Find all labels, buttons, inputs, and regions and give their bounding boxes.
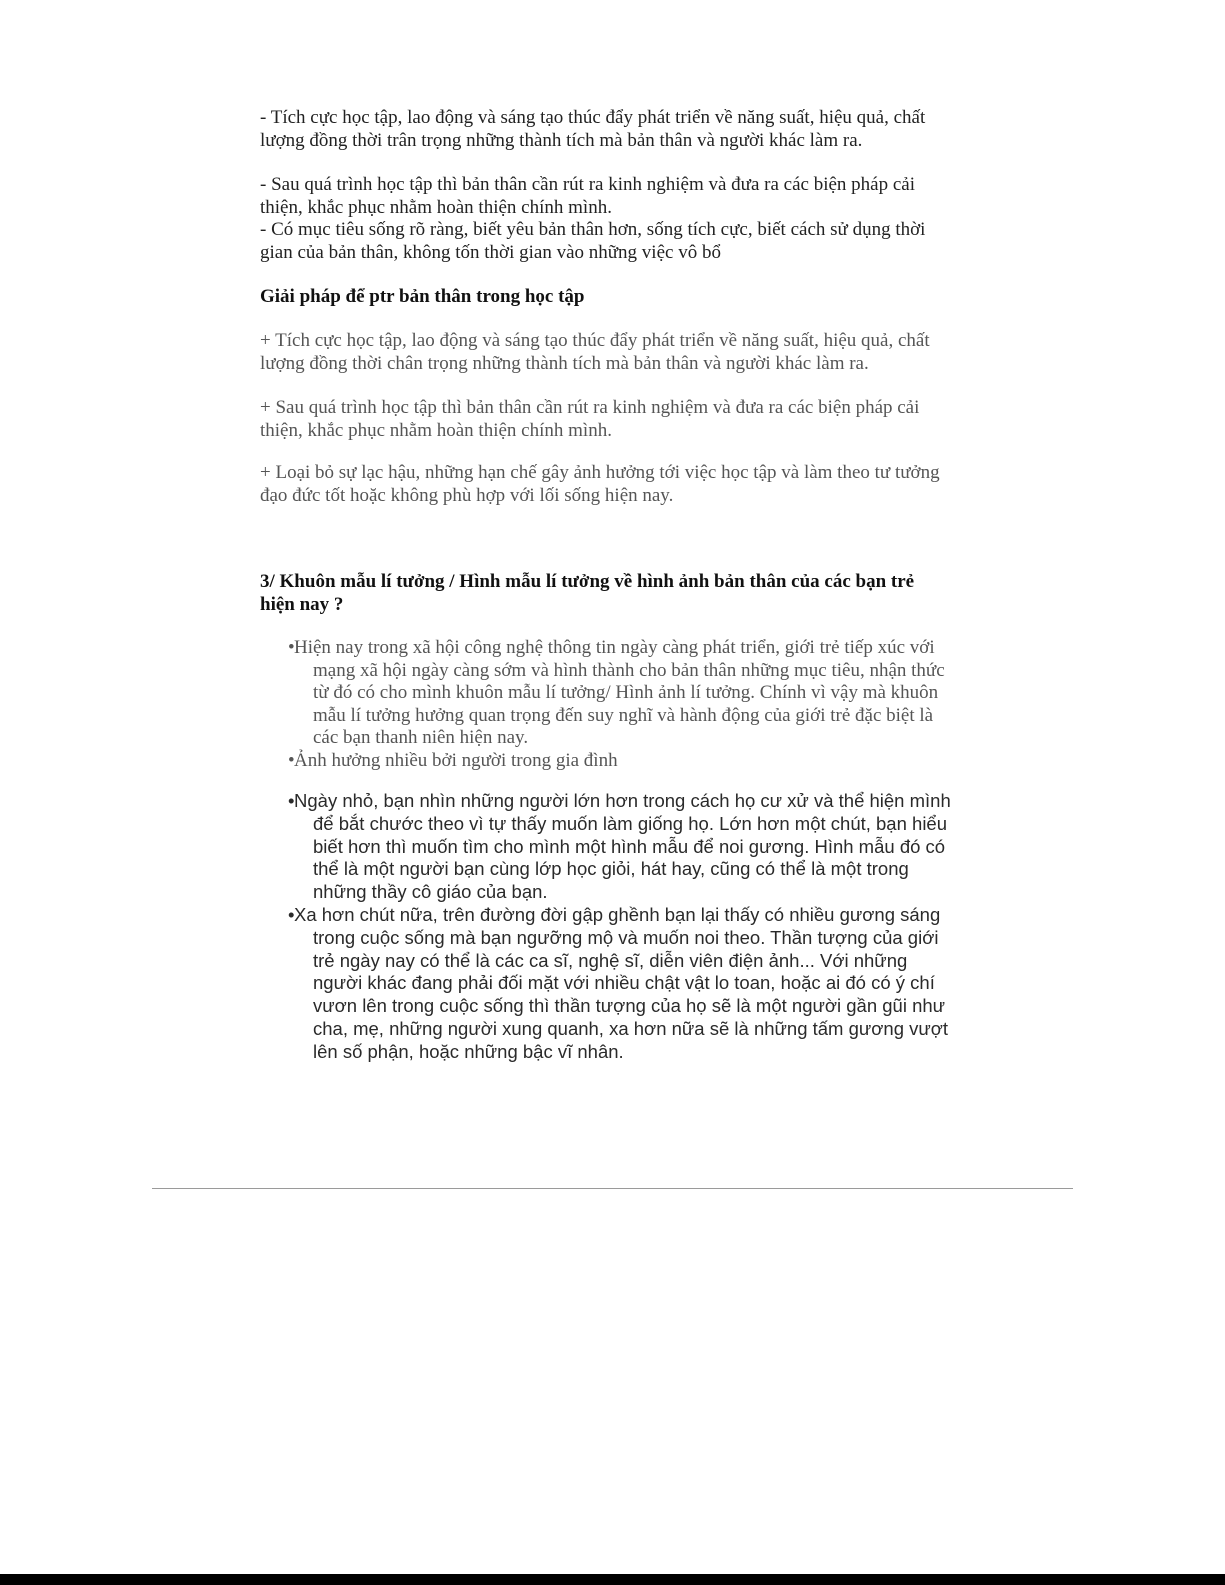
- solution-item: + Loại bỏ sự lạc hậu, những hạn chế gây ảnh hưởng tới việc học tập và làm theo tư tưởng đạo đức tốt hoặc không phù hợp với lối sống hiện nay.: [260, 462, 940, 506]
- list-item: [288, 750, 960, 773]
- bullet-dot: •: [288, 637, 295, 658]
- paragraph-self-reflection: - Sau quá trình học tập thì bản thân cần rút ra kinh nghiệm và đưa ra các biện pháp cải thiện, khắc phục nhằm hoàn thiện chính mình.: [260, 174, 916, 218]
- solutions-heading: Giải pháp để ptr bản thân trong học tập: [260, 286, 585, 307]
- page-bottom-edge: [0, 1574, 1225, 1585]
- solution-item: + Sau quá trình học tập thì bản thân cần rút ra kinh nghiệm và đưa ra các biện pháp cải thiện, khắc phục nhằm hoàn thiện chính mình.: [260, 397, 920, 441]
- bullet-dot: •: [288, 790, 295, 811]
- list-item: [288, 790, 960, 904]
- solution-item: + Tích cực học tập, lao động và sáng tạo thúc đẩy phát triển về năng suất, hiệu quả, chất lượng đồng thời chân trọng những thành tích mà bản thân và người khác làm ra.: [260, 330, 930, 374]
- list-item-text: Hiện nay trong xã hội công nghệ thông tin ngày càng phát triển, giới trẻ tiếp xúc với mạng xã hội ngày càng sớm và hình thành cho bản thân những mục tiêu, nhận thức từ đó có cho mình khuôn mẫu lí tưởng/ Hình ảnh lí tưởng. Chính vì vậy mà khuôn mẫu lí tưởng hưởng quan trọng đến suy nghĩ và hành động của giới trẻ đặc biệt là các bạn thanh niên hiện nay.: [294, 637, 945, 748]
- page-divider: [152, 1188, 1073, 1189]
- paragraph-life-goals: - Có mục tiêu sống rõ ràng, biết yêu bản thân hơn, sống tích cực, biết cách sử dụng thời gian của bản thân, không tốn thời gian vào những việc vô bổ: [260, 219, 926, 263]
- bullet-dot: •: [288, 903, 295, 925]
- bullet-dot: •: [288, 749, 295, 771]
- list-item-text: Xa hơn chút nữa, trên đường đời gập ghềnh bạn lại thấy có nhiều gương sáng trong cuộc sống mà bạn ngưỡng mộ và muốn noi theo. Thần tượng của giới trẻ ngày nay có thể là các ca sĩ, nghệ sĩ, diễn viên điện ảnh... Với những người khác đang phải đối mặt với nhiều chật vật lo toan, hoặc ai đó có ý chí vươn lên trong cuộc sống thì thần tượng của họ sẽ là một người gần gũi như cha, mẹ, những người xung quanh, xa hơn nữa sẽ là những tấm gương vượt lên số phận, hoặc những bậc vĩ nhân.: [294, 903, 949, 1062]
- list-item: [288, 904, 960, 1064]
- list-item-text: Ảnh hưởng nhiều bởi người trong gia đình: [294, 749, 618, 771]
- list-item: [288, 637, 960, 750]
- list-item-text: Ngày nhỏ, bạn nhìn những người lớn hơn trong cách họ cư xử và thể hiện mình để bắt chước theo vì tự thấy muốn làm giống họ. Lớn hơn một chút, bạn hiểu biết hơn thì muốn tìm cho mình một hình mẫu để noi gương. Hình mẫu đó có thể là một người bạn cùng lớp học giỏi, hát hay, cũng có thể là một trong những thầy cô giáo của bạn.: [294, 790, 951, 903]
- section3-heading: 3/ Khuôn mẫu lí tưởng / Hình mẫu lí tưởng về hình ảnh bản thân của các bạn trẻ hiện nay ?: [260, 571, 915, 615]
- paragraph-positive-learning: - Tích cực học tập, lao động và sáng tạo thúc đẩy phát triển về năng suất, hiệu quả, chất lượng đồng thời trân trọng những thành tích mà bản thân và người khác làm ra.: [260, 107, 926, 151]
- serif-bullet-list: [288, 637, 960, 772]
- sans-bullet-list: [288, 790, 960, 1064]
